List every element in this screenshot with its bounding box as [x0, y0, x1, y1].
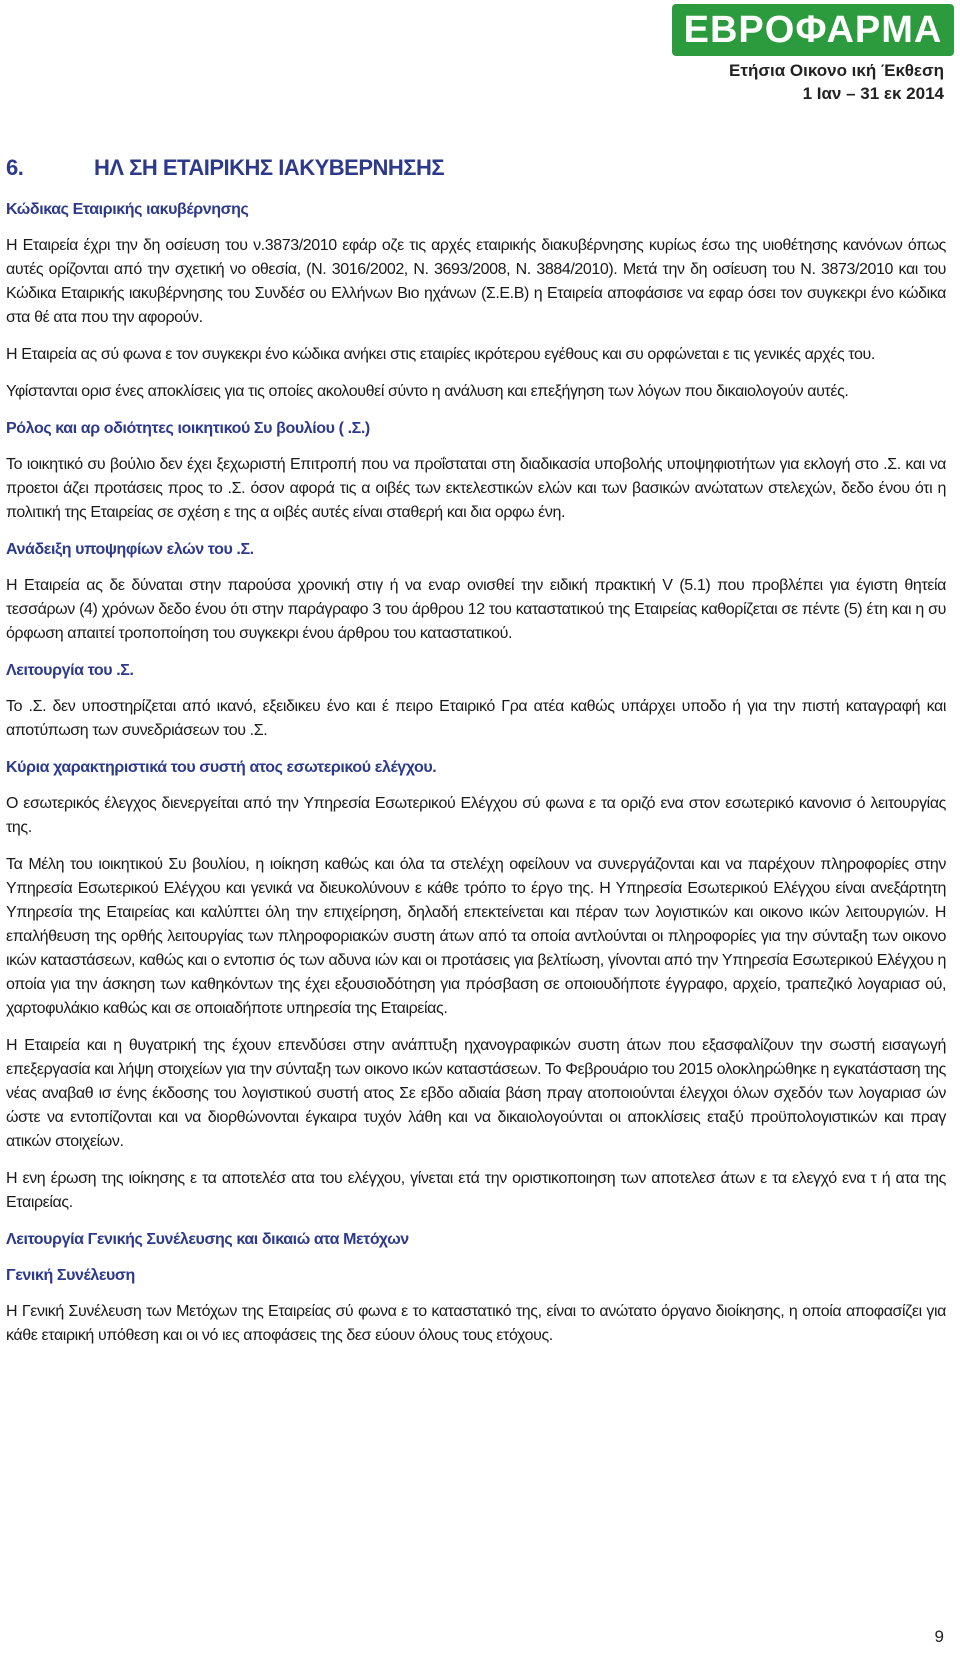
content-blocks [6, 198, 946, 1348]
section-heading: Λειτουργία Γενικής Συνέλευσης και δικαιώ ατα Μετόχων [6, 1231, 409, 1248]
section-heading: Κώδικας Εταιρικής ιακυβέρνησης [6, 201, 249, 218]
page-number: 9 [934, 1627, 944, 1646]
paragraph: Η Εταιρεία ας σύ φωνα ε τον συγκεκρι ένο κώδικα ανήκει στις εταιρίες ικρότερου εγέθους και συ ορφώνεται ε τις γενικές αρχές του. [6, 346, 875, 363]
section-heading: Κύρια χαρακτηριστικά του συστή ατος εσωτερικού ελέγχου. [6, 759, 437, 776]
section-title [6, 156, 946, 180]
section-heading: Γενική Συνέλευση [6, 1267, 135, 1284]
paragraph: Υφίστανται ορισ ένες αποκλίσεις για τις οποίες ακολουθεί σύντο η ανάλυση και επεξήγηση των λόγων που δικαιολογούν αυτές. [6, 383, 849, 400]
paragraph: Η Γενική Συνέλευση των Μετόχων της Εταιρείας σύ φωνα ε το καταστατικό της, είναι το ανώτατο όργανο διοίκησης, η οποία αποφασίζει για κάθε εταιρική υπόθεση και οι νό ιες αποφάσεις της δεσ εύουν όλους τους ετόχους. [6, 1303, 946, 1344]
paragraph: Η Εταιρεία και η θυγατρική της έχουν επενδύσει στην ανάπτυξη ηχανογραφικών συστη άτων που εξασφαλίζουν την σωστή εισαγωγή επεξεργασία και λήψη στοιχείων για την σύνταξη των οικονο ικών καταστάσεων. Το Φεβρουάριο του 2015 ολοκληρώθηκε η εγκατάσταση της νέας αναβαθ ισ ένης έκδοσης του λογιστικού συστή ατος Σε εβδο αδιαία βάση πραγ ατοποιούνται έλεγχοι όλων σχεδόν των λογαριασ ών ώστε να εντοπίζονται και να διορθώνονται έγκαιρα τυχόν λάθη και να δικαιολογούνται οι αποκλίσεις εταξύ προϋπολογιστικών και πραγ ατικών στοιχείων. [6, 1037, 946, 1150]
paragraph: Ο εσωτερικός έλεγχος διενεργείται από την Υπηρεσία Εσωτερικού Ελέγχου σύ φωνα ε τα οριζό ενα στον εσωτερικό κανονισ ό λειτουργίας της. [6, 795, 946, 836]
paragraph: Τα Μέλη του ιοικητικού Συ βουλίου, η ιοίκηση καθώς και όλα τα στελέχη οφείλουν να συνεργάζονται και να παρέχουν πληροφορίες στην Υπηρεσία Εσωτερικού Ελέγχου και γενικά να διευκολύνουν ε κάθε τρόπο το έργο της. Η Υπηρεσία Εσωτερικού Ελέγχου είναι ανεξάρτητη Υπηρεσία της Εταιρείας και καλύπτει όλη την επιχείρηση, δηλαδή επεκτείνεται και πέραν των λογιστικών και οικονο ικών λειτουργιών. Η επαλήθευση της ορθής λειτουργίας των πληροφοριακών συστη άτων από τα οποία αντλούνται οι πληροφορίες για την σύνταξη των οικονο ικών καταστάσεων, καθώς και ο εντοπισ ός των αδυνα ιών και οι προτάσεις για βελτίωση, γίνονται από την Υπηρεσία Εσωτερικού Ελέγχου η οποία για την άσκηση των καθηκόντων της έχει εξουσιοδότηση για πρόσβαση σε οποιουδήποτε έγγραφο, αρχείο, τραπεζικό λογαριασ ού, χαρτοφυλάκιο καθώς και σε οποιαδήποτε υπηρεσία της Εταιρείας. [6, 856, 946, 1017]
paragraph: Η ενη έρωση της ιοίκησης ε τα αποτελέσ ατα του ελέγχου, γίνεται ετά την οριστικοποιηση των αποτελεσ άτων ε τα ελεγχό ενα τ ή ατα της Εταιρείας. [6, 1170, 946, 1211]
section-heading: Ρόλος και αρ οδιότητες ιοικητικού Συ βουλίου ( .Σ.) [6, 420, 370, 437]
report-title: Ετήσια Οικονο ική Έκθεση [729, 61, 944, 80]
section-title-text: ΗΛ ΣΗ ΕΤΑΙΡΙΚΗΣ ΙΑΚΥΒΕΡΝΗΣΗΣ [94, 155, 445, 180]
paragraph: Το ιοικητικό συ βούλιο δεν έχει ξεχωριστή Επιτροπή που να προΐσταται στη διαδικασία υποβολής υποψηφιοτήτων για εκλογή στο .Σ. και να προετοι άζει προτάσεις προς το .Σ. όσον αφορά τις α οιβές των εκτελεστικών ελών και των βασικών ανώτατων στελεχών, δεδο ένου ότι η πολιτική της Εταιρείας σε σχέση ε της α οιβές αυτές είναι σταθερή και δια ορφω ένη. [6, 456, 946, 521]
paragraph: Η Εταιρεία έχρι την δη οσίευση του ν.3873/2010 εφάρ οζε τις αρχές εταιρικής διακυβέρνησης κυρίως έσω της υιοθέτησης κανόνων όπως αυτές ορίζονται από την σχετική νο οθεσία, (Ν. 3016/2002, Ν. 3693/2008, Ν. 3884/2010). Μετά την δη οσίευση του Ν. 3873/2010 και του Κώδικα Εταιρικής ιακυβέρνησης του Συνδέσ ου Ελλήνων Βιο ηχάνων (Σ.Ε.Β) η Εταιρεία αποφάσισε να εφαρ όσει τον συγκεκρι ένο κώδικα στα θέ ατα που την αφορούν. [6, 237, 946, 326]
section-number: 6. [6, 155, 24, 180]
company-logo [672, 4, 954, 56]
report-period: 1 Ιαν – 31 εκ 2014 [802, 84, 944, 103]
section-heading: Ανάδειξη υποψηφίων ελών του .Σ. [6, 541, 254, 558]
document-body [6, 150, 946, 1361]
paragraph: Η Εταιρεία ας δε δύναται στην παρούσα χρονική στιγ ή να εναρ ονισθεί την ειδική πρακτική V (5.1) που προβλέπει για έγιστη θητεία τεσσάρων (4) χρόνων δεδο ένου ότι στην παράγραφο 3 του άρθρου 12 του καταστατικού της Εταιρείας καθορίζεται σε πέντε (5) έτη και η συ όρφωση απαιτεί τροποποίηση του συγκεκρι ένου άρθρου του καταστατικού. [6, 577, 946, 642]
section-heading: Λειτουργία του .Σ. [6, 662, 134, 679]
paragraph: Το .Σ. δεν υποστηρίζεται από ικανό, εξειδικευ ένο και έ πειρο Εταιρικό Γρα ατέα καθώς υπάρχει υποδο ή για την πιστή καταγραφή και αποτύπωση των συνεδριάσεων του .Σ. [6, 698, 946, 739]
logo-text: ΕΒΡΟΦΑΡΜΑ [683, 8, 943, 51]
